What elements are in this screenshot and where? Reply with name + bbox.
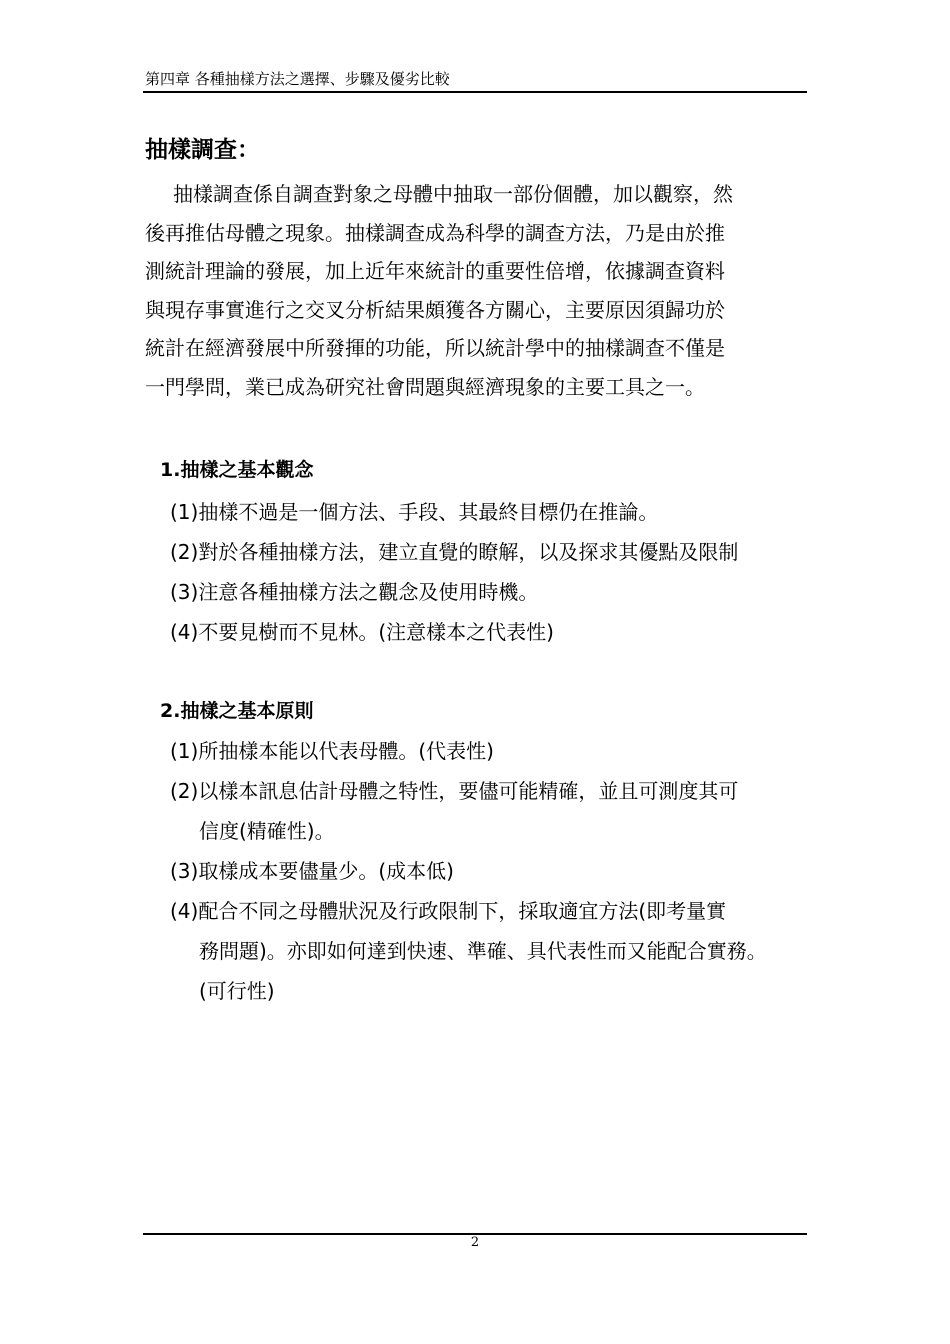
intro-line: 抽樣調查係自調查對象之母體中抽取一部份個體，加以觀察，然 — [173, 182, 733, 206]
page-number: 2 — [470, 1235, 480, 1250]
concept-item: (1)抽樣不過是一個方法、手段、其最終目標仍在推論。 — [170, 500, 659, 524]
chapter-header: 第四章 各種抽樣方法之選擇、步驟及優劣比較 — [145, 70, 450, 88]
principle-item: (2)以樣本訊息估計母體之特性，要儘可能精確，並且可測度其可 — [170, 779, 739, 803]
principles-heading: 2.抽樣之基本原則 — [160, 700, 314, 722]
concept-item: (3)注意各種抽樣方法之觀念及使用時機。 — [170, 580, 539, 604]
principle-item: (3)取樣成本要儘量少。(成本低) — [170, 859, 454, 883]
concepts-heading: 1.抽樣之基本觀念 — [160, 459, 314, 481]
intro-line: 測統計理論的發展，加上近年來統計的重要性倍增，依據調查資料 — [145, 259, 725, 283]
principle-item: (4)配合不同之母體狀況及行政限制下，採取適宜方法(即考量實 — [170, 899, 727, 923]
principle-item-continuation: 務問題)。亦即如何達到快速、準確、具代表性而又能配合實務。 — [199, 939, 767, 963]
header-rule — [143, 91, 807, 93]
intro-line: 與現存事實進行之交叉分析結果頗獲各方關心，主要原因須歸功於 — [145, 297, 725, 322]
section-title: 抽樣調查： — [145, 137, 260, 163]
principle-item-continuation: (可行性) — [199, 979, 275, 1003]
intro-line: 後再推估母體之現象。抽樣調查成為科學的調查方法，乃是由於推 — [145, 220, 725, 245]
principle-item-continuation: 信度(精確性)。 — [199, 819, 335, 843]
principle-item: (1)所抽樣本能以代表母體。(代表性) — [170, 739, 494, 763]
concept-item: (4)不要見樹而不見林。(注意樣本之代表性) — [170, 620, 554, 644]
intro-line: 統計在經濟發展中所發揮的功能，所以統計學中的抽樣調查不僅是 — [145, 336, 725, 360]
concept-item: (2)對於各種抽樣方法，建立直覺的瞭解，以及探求其優點及限制 — [170, 540, 739, 564]
intro-paragraph — [145, 175, 815, 406]
intro-line: 一門學問，業已成為研究社會問題與經濟現象的主要工具之一。 — [145, 374, 705, 399]
